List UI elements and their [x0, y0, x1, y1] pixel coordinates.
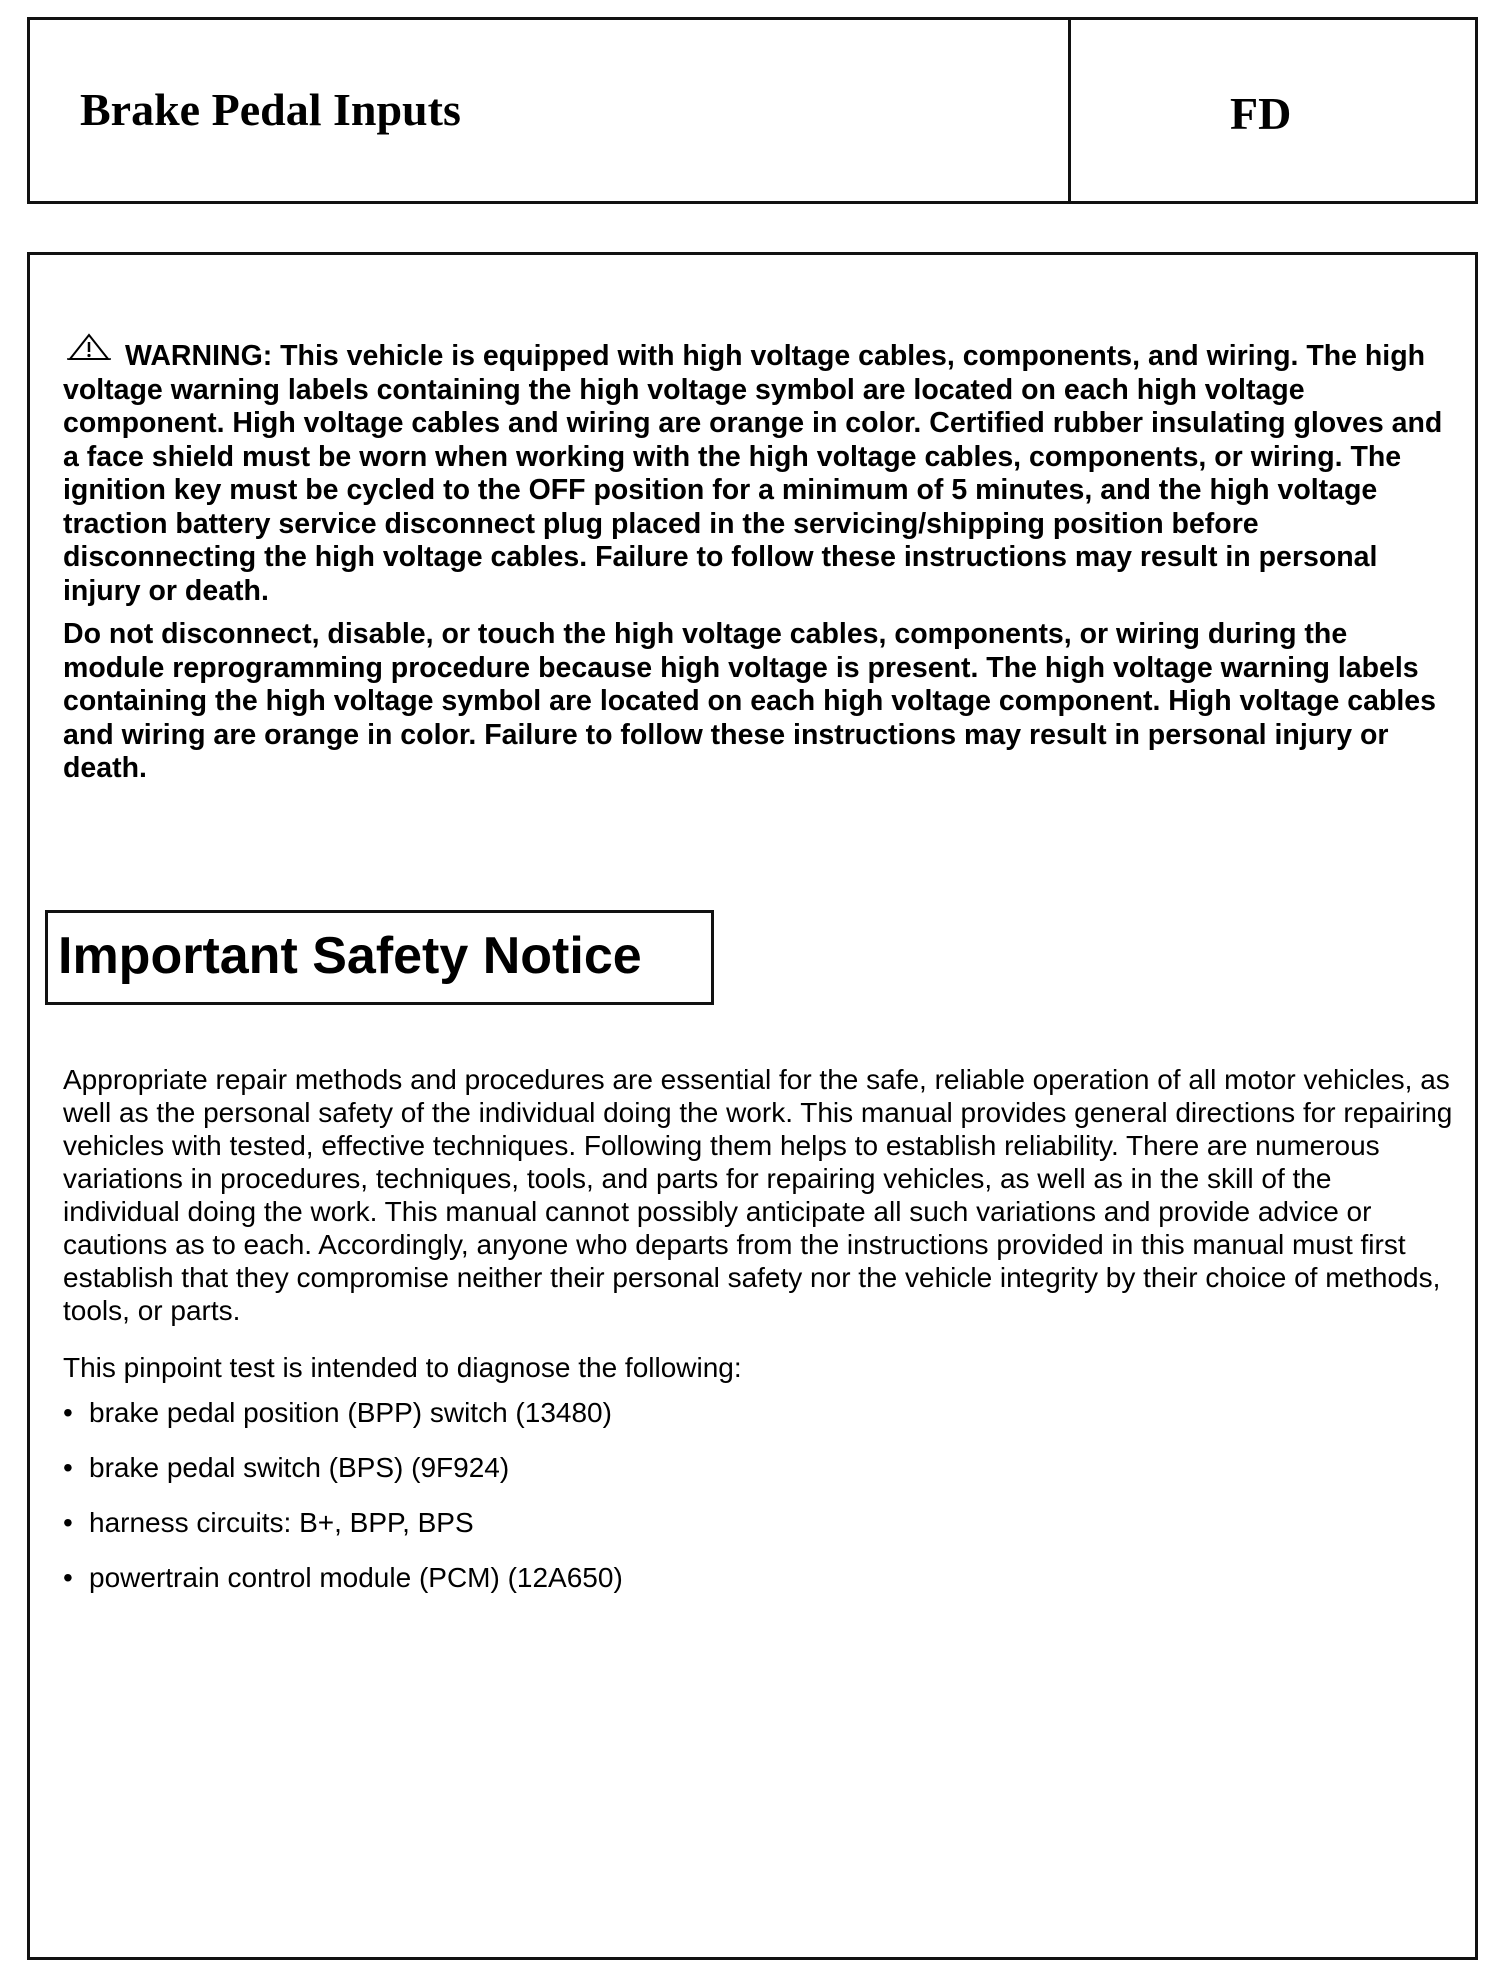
list-item [63, 1396, 1453, 1429]
content-box [27, 252, 1478, 1960]
bullet: • [63, 1452, 73, 1483]
list-item [63, 1506, 1453, 1539]
list-item [63, 1561, 1453, 1594]
list-item-text: harness circuits: B+, BPP, BPS [89, 1507, 474, 1538]
safety-notice-paragraph: Appropriate repair methods and procedures are essential for the safe, reliable operation of all motor vehicles, as well as the personal safety of the individual doing the work. This manual provides general directions for repairing vehicles with tested, effective techniques. Following them helps to establish reliability. There are numerous variations in procedures, techniques, tools, and parts for repairing vehicles, as well as in the skill of the individual doing the work. This manual cannot possibly anticipate all such variations and provide advice or cautions as to each. Accordingly, anyone who departs from the instructions provided in this manual must first establish that they compromise neither their personal safety nor the vehicle integrity by their choice of methods, tools, or parts. [63, 1064, 1453, 1326]
warning-paragraph-2: Do not disconnect, disable, or touch the high voltage cables, components, or wiring during the module reprogramming procedure because high voltage is present. The high voltage warning labels containing the high voltage symbol are located on each high voltage component. High voltage cables and wiring are orange in color. Failure to follow these instructions may result in personal injury or death. [63, 618, 1436, 784]
warning-paragraph-1 [63, 333, 1453, 608]
list-item-text: powertrain control module (PCM) (12A650) [89, 1562, 623, 1593]
pinpoint-intro: This pinpoint test is intended to diagnose the following: [63, 1352, 742, 1383]
list-item [63, 1451, 1453, 1484]
header-box [27, 17, 1478, 204]
warning-text-1: WARNING: This vehicle is equipped with high voltage cables, components, and wiring. The high voltage warning labels containing the high voltage symbol are located on each high voltage component. High voltage cables and wiring are orange in color. Certified rubber insulating gloves and a face shield must be worn when working with the high voltage cables, components, or wiring. The ignition key must be cycled to the OFF position for a minimum of 5 minutes, and the high voltage traction battery service disconnect plug placed in the servicing/shipping position before disconnecting the high voltage cables. Failure to follow these instructions may result in personal injury or death. [63, 340, 1443, 607]
header-divider [1068, 20, 1071, 201]
document-title: Brake Pedal Inputs [80, 84, 461, 135]
warning-block [63, 333, 1453, 786]
diagnose-list [63, 1396, 1453, 1594]
list-item-text: brake pedal switch (BPS) (9F924) [89, 1452, 510, 1483]
list-item-text: brake pedal position (BPP) switch (13480) [89, 1397, 612, 1428]
bullet: • [63, 1397, 73, 1428]
bullet: • [63, 1562, 73, 1593]
safety-notice-body [63, 1063, 1453, 1616]
safety-notice-heading-box [45, 910, 714, 1005]
safety-notice-title: Important Safety Notice [58, 927, 642, 985]
warning-triangle-icon [67, 333, 111, 361]
section-code: FD [1230, 88, 1292, 139]
bullet: • [63, 1507, 73, 1538]
